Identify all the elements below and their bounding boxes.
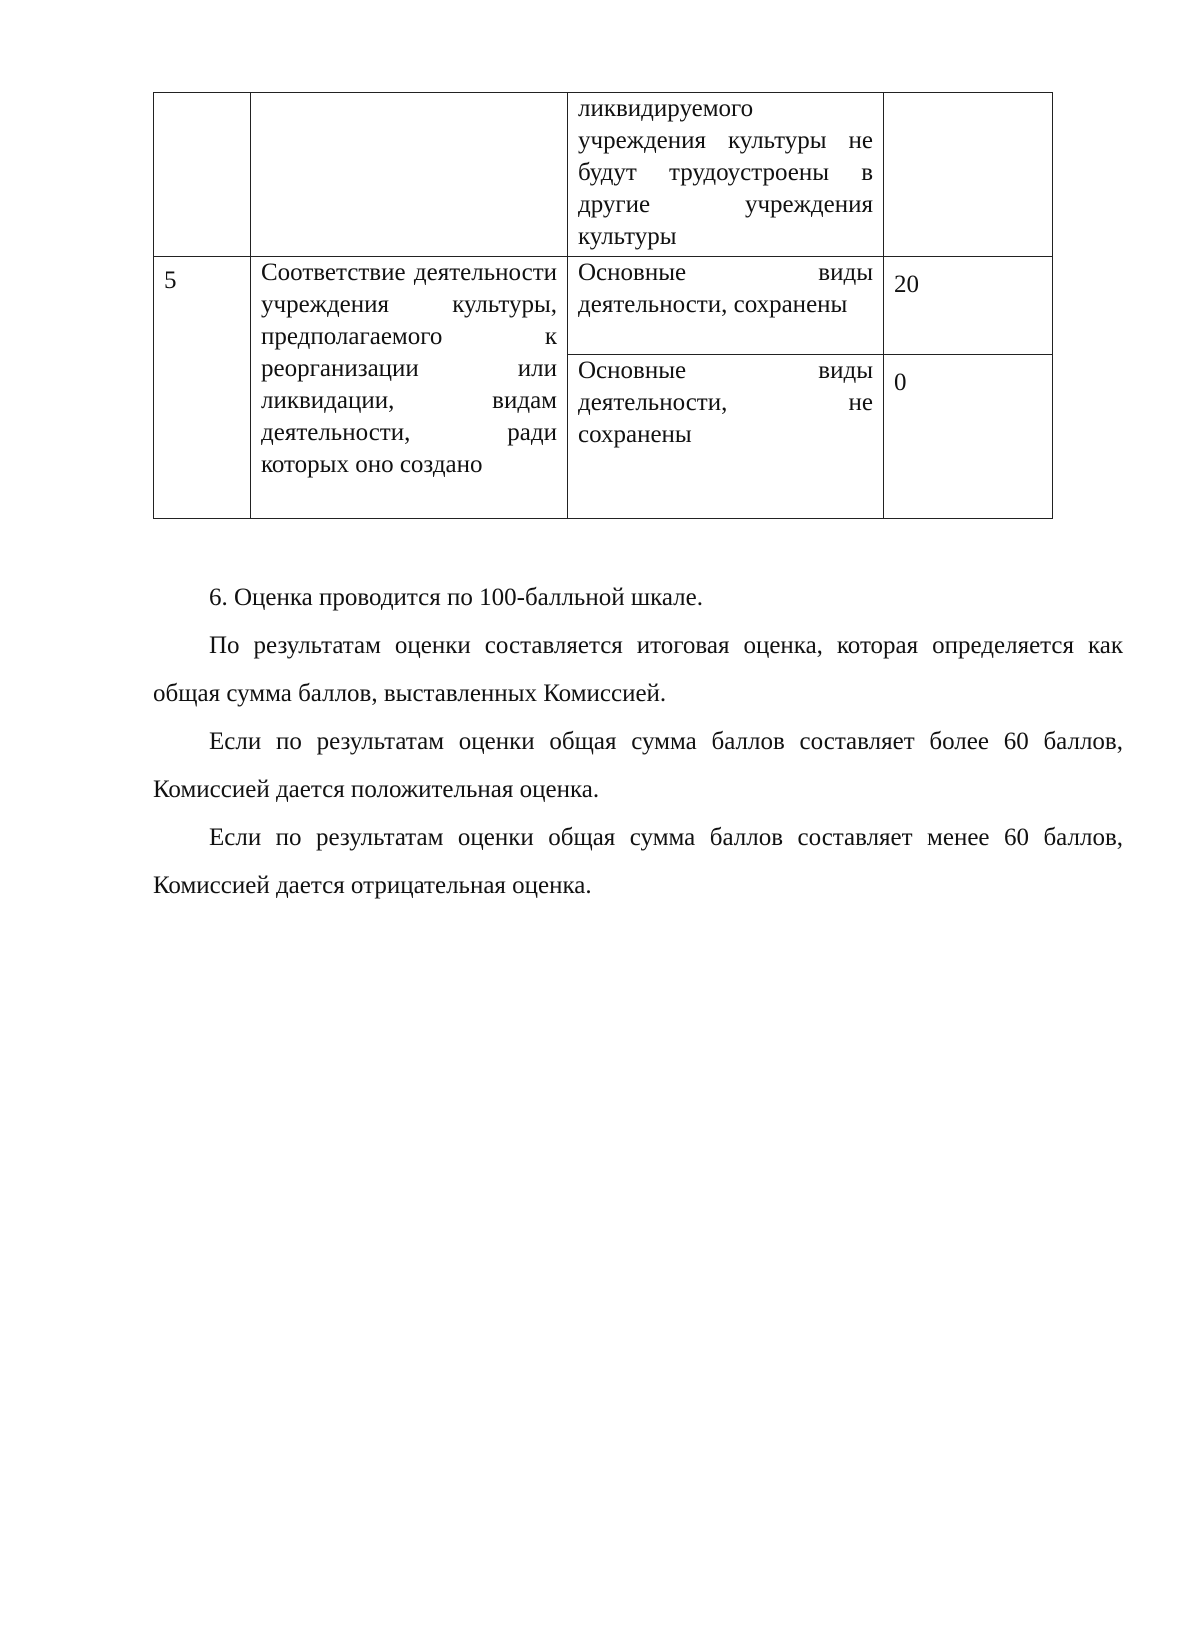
criterion-cell: Соответствие деятельности учреждения культуры, предполагаемого к реорганизации или ликвидации, видам деятельности, ради которых оно создано <box>251 257 568 519</box>
criterion-cell <box>251 93 568 257</box>
score-cell <box>884 93 1053 257</box>
paragraph-positive: Если по результатам оценки общая сумма баллов составляет более 60 баллов, Комиссией дается положительная оценка. <box>153 728 1123 803</box>
option-cell: Основные виды деятельности, сохранены <box>568 257 884 355</box>
option-cell: ликвидируемого учреждения культуры не будут трудоустроены в другие учреждения культуры <box>568 93 884 257</box>
row-number-cell <box>154 93 251 257</box>
body-text <box>153 574 1123 910</box>
score-cell: 0 <box>884 355 1053 519</box>
table-row-continued <box>154 93 1053 257</box>
paragraph-scale: 6. Оценка проводится по 100-балльной шкале. <box>209 584 703 611</box>
paragraph-total: По результатам оценки составляется итоговая оценка, которая определяется как общая сумма баллов, выставленных Комиссией. <box>153 632 1123 707</box>
score-cell: 20 <box>884 257 1053 355</box>
paragraph-negative: Если по результатам оценки общая сумма баллов составляет менее 60 баллов, Комиссией дается отрицательная оценка. <box>153 824 1123 899</box>
criteria-table <box>153 92 1053 519</box>
option-cell: Основные виды деятельности, не сохранены <box>568 355 884 519</box>
row-number-cell: 5 <box>154 257 251 519</box>
table-row-5-option-1 <box>154 257 1053 355</box>
